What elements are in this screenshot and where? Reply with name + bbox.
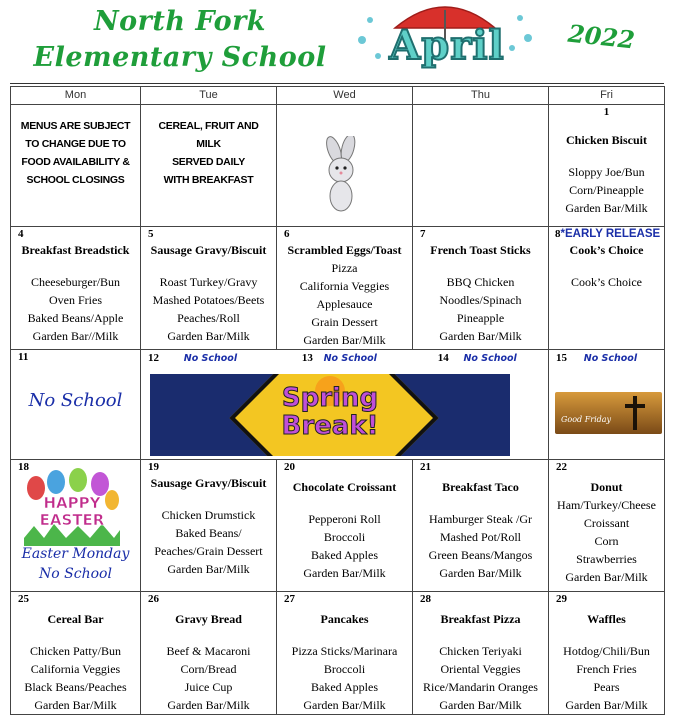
day-number: 7	[420, 228, 426, 240]
breakfast-item: Cook’s Choice	[569, 243, 644, 257]
lunch-item: Mashed Pot/Roll	[439, 530, 521, 544]
day-cell	[549, 105, 665, 227]
day-cell	[549, 592, 665, 715]
lunch-item: Oven Fries	[49, 293, 102, 307]
lunch-item: Hotdog/Chili/Bun	[563, 644, 650, 658]
day-cell-note	[11, 105, 141, 227]
breakfast-item: Donut	[590, 480, 623, 494]
lunch-item: Garden Bar/Milk	[565, 570, 648, 584]
day-cell	[549, 460, 665, 592]
lunch-item: Chicken Patty/Bun	[30, 644, 121, 658]
day-cell	[11, 227, 141, 350]
lunch-item: Garden Bar/Milk	[303, 566, 386, 580]
note-line: TO CHANGE DUE TO	[25, 138, 126, 150]
lunch-item: Strawberries	[576, 552, 637, 566]
weekday-tue: Tue	[141, 87, 277, 105]
day-cell	[549, 227, 665, 350]
month-title: April	[389, 22, 505, 69]
spring-break-line1: Spring	[281, 383, 379, 413]
day-number: 6	[284, 228, 290, 240]
no-school-label: No School	[463, 353, 517, 364]
day-cell	[277, 592, 413, 715]
day-number: 20	[284, 461, 295, 473]
lunch-item: Rice/Mandarin Oranges	[423, 680, 538, 694]
day-number: 18	[18, 461, 29, 473]
weekday-thu: Thu	[413, 87, 549, 105]
day-number: 5	[148, 228, 154, 240]
lunch-item: Garden Bar/Milk	[167, 562, 250, 576]
lunch-item: Peaches/Grain Dessert	[154, 544, 263, 558]
lunch-item: Baked Beans/Apple	[27, 311, 124, 325]
weekday-fri: Fri	[549, 87, 665, 105]
lunch-item: BBQ Chicken	[446, 275, 515, 289]
lunch-item: Pineapple	[456, 311, 505, 325]
day-cell	[141, 227, 277, 350]
day-cell	[141, 460, 277, 592]
lunch-item: Garden Bar/Milk	[439, 329, 522, 343]
day-number: 4	[18, 228, 24, 240]
lunch-item: Roast Turkey/Gravy	[159, 275, 258, 289]
day-cell	[413, 592, 549, 715]
lunch-item: Juice Cup	[184, 680, 233, 694]
day-number: 28	[420, 593, 431, 605]
lunch-item: Garden Bar/Milk	[439, 698, 522, 712]
lunch-item: Baked Apples	[311, 548, 378, 562]
day-cell	[413, 460, 549, 592]
lunch-item: Garden Bar/Milk	[167, 329, 250, 343]
lunch-item: Garden Bar/Milk	[565, 201, 648, 215]
lunch-item: Garden Bar/Milk	[565, 698, 648, 712]
no-school-label: No School	[183, 353, 238, 364]
no-school-label: No School	[583, 353, 638, 364]
note-line: FOOD AVAILABILITY &	[21, 156, 130, 168]
note-line: MILK	[196, 138, 221, 150]
breakfast-item: Scrambled Eggs/Toast	[287, 243, 402, 257]
lunch-item: Mashed Potatoes/Beets	[152, 293, 265, 307]
easter-label: EASTER	[39, 511, 105, 529]
header-divider	[10, 83, 664, 84]
school-name-line2: Elementary School	[33, 42, 327, 73]
note-line: MENUS ARE SUBJECT	[20, 120, 131, 132]
day-cell	[277, 227, 413, 350]
week-row-5	[11, 592, 665, 715]
day-cell	[11, 350, 141, 460]
lunch-item: Pepperoni Roll	[308, 512, 381, 526]
lunch-item: Broccoli	[323, 662, 366, 676]
day-cell-note	[141, 105, 277, 227]
weekday-wed: Wed	[277, 87, 413, 105]
note-line: CEREAL, FRUIT AND	[158, 120, 259, 132]
breakfast-item: Pancakes	[320, 612, 369, 626]
school-name	[30, 4, 330, 76]
lunch-item: Pizza Sticks/Marinara	[291, 644, 398, 658]
weekday-header-row	[11, 87, 665, 105]
breakfast-item: Sausage Gravy/Biscuit	[150, 476, 267, 490]
school-name-line1: North Fork	[93, 6, 267, 37]
lunch-item: Croissant	[583, 516, 630, 530]
day-number: 21	[420, 461, 431, 473]
day-cell	[413, 227, 549, 350]
week-row-2	[11, 227, 665, 350]
day-number: 27	[284, 593, 295, 605]
lunch-item: California Veggies	[30, 662, 121, 676]
spring-break-line2: Break!	[281, 411, 379, 441]
lunch-item: Chicken Teriyaki	[439, 644, 522, 658]
lunch-item: Garden Bar/Milk	[303, 333, 386, 347]
day-number: 19	[148, 461, 159, 473]
breakfast-item: Sausage Gravy/Biscuit	[150, 243, 267, 257]
note-line: WITH BREAKFAST	[163, 174, 254, 186]
breakfast-item: Gravy Bread	[175, 612, 242, 626]
lunch-item: French Fries	[576, 662, 637, 676]
cross-icon	[633, 396, 637, 430]
lunch-item: Corn	[594, 534, 619, 548]
no-school-label: No School	[28, 390, 123, 411]
day-cell	[11, 592, 141, 715]
lunch-item: Black Beans/Peaches	[24, 680, 127, 694]
lunch-item: Corn/Bread	[180, 662, 237, 676]
good-friday-label: Good Friday	[561, 415, 612, 424]
lunch-item: Baked Apples	[311, 680, 378, 694]
lunch-item: Noodles/Spinach	[439, 293, 522, 307]
bunny-illustration	[316, 136, 368, 216]
breakfast-item: Chicken Biscuit	[565, 133, 647, 147]
breakfast-item: Chocolate Croissant	[292, 480, 397, 494]
lunch-item: Garden Bar/Milk	[439, 566, 522, 580]
lunch-item: Cheeseburger/Bun	[30, 275, 121, 289]
happy-easter-illustration	[22, 468, 122, 546]
breakfast-item: Cereal Bar	[47, 612, 104, 626]
lunch-item: Garden Bar//Milk	[32, 329, 119, 343]
lunch-item: Chicken Drumstick	[161, 508, 256, 522]
lunch-item: Grain Dessert	[311, 315, 378, 329]
lunch-item: Broccoli	[323, 530, 366, 544]
easter-monday-label: Easter Monday	[21, 546, 130, 562]
day-number: 29	[556, 593, 567, 605]
lunch-item: Ham/Turkey/Cheese	[557, 498, 656, 512]
day-cell	[141, 592, 277, 715]
breakfast-item: Breakfast Pizza	[440, 612, 521, 626]
cross-icon-bar	[625, 404, 645, 408]
weekday-mon: Mon	[11, 87, 141, 105]
lunch-item: Pizza	[331, 261, 358, 275]
lunch-item: Hamburger Steak /Gr	[428, 512, 533, 526]
day-number: 26	[148, 593, 159, 605]
day-cell	[277, 460, 413, 592]
lunch-item: Garden Bar/Milk	[303, 698, 386, 712]
lunch-item: Green Beans/Mangos	[428, 548, 533, 562]
no-school-label: No School	[323, 353, 377, 364]
day-number: 25	[18, 593, 29, 605]
lunch-item: Beef & Macaroni	[166, 644, 251, 658]
breakfast-item: Breakfast Breadstick	[21, 243, 130, 257]
day-number: 1	[603, 106, 610, 118]
early-release-label: *EARLY RELEASE	[560, 228, 661, 240]
day-number: 12	[148, 352, 159, 364]
lunch-item: Cook’s Choice	[571, 275, 642, 289]
year-label: 2022	[566, 18, 637, 55]
spring-break-text	[150, 384, 510, 440]
good-friday-image	[555, 392, 662, 434]
note-line: SCHOOL CLOSINGS	[26, 174, 125, 186]
no-school-label: No School	[39, 566, 112, 582]
day-number: 14	[437, 352, 449, 364]
day-number: 22	[556, 461, 567, 473]
day-cell-empty	[413, 105, 549, 227]
lunch-item: Corn/Pineapple	[569, 183, 644, 197]
note-line: SERVED DAILY	[172, 156, 245, 168]
lunch-item: California Veggies	[299, 279, 390, 293]
lunch-item: Garden Bar/Milk	[167, 698, 250, 712]
lunch-item: Baked Beans/	[175, 526, 242, 540]
lunch-item: Garden Bar/Milk	[34, 698, 117, 712]
lunch-item: Oriental Veggies	[440, 662, 521, 676]
day-number: 11	[18, 351, 29, 363]
lunch-item: Pears	[593, 680, 620, 694]
lunch-item: Peaches/Roll	[177, 311, 240, 325]
breakfast-item: Breakfast Taco	[442, 480, 519, 494]
lunch-item: Sloppy Joe/Bun	[568, 165, 645, 179]
happy-label: HAPPY	[43, 494, 101, 512]
lunch-item: Applesauce	[316, 297, 373, 311]
breakfast-item: French Toast Sticks	[430, 243, 531, 257]
day-number: 13	[301, 352, 313, 364]
breakfast-item: Waffles	[587, 612, 626, 626]
day-number: 15	[556, 352, 567, 364]
day-number: 8	[555, 228, 561, 240]
spring-break-banner	[150, 374, 510, 456]
